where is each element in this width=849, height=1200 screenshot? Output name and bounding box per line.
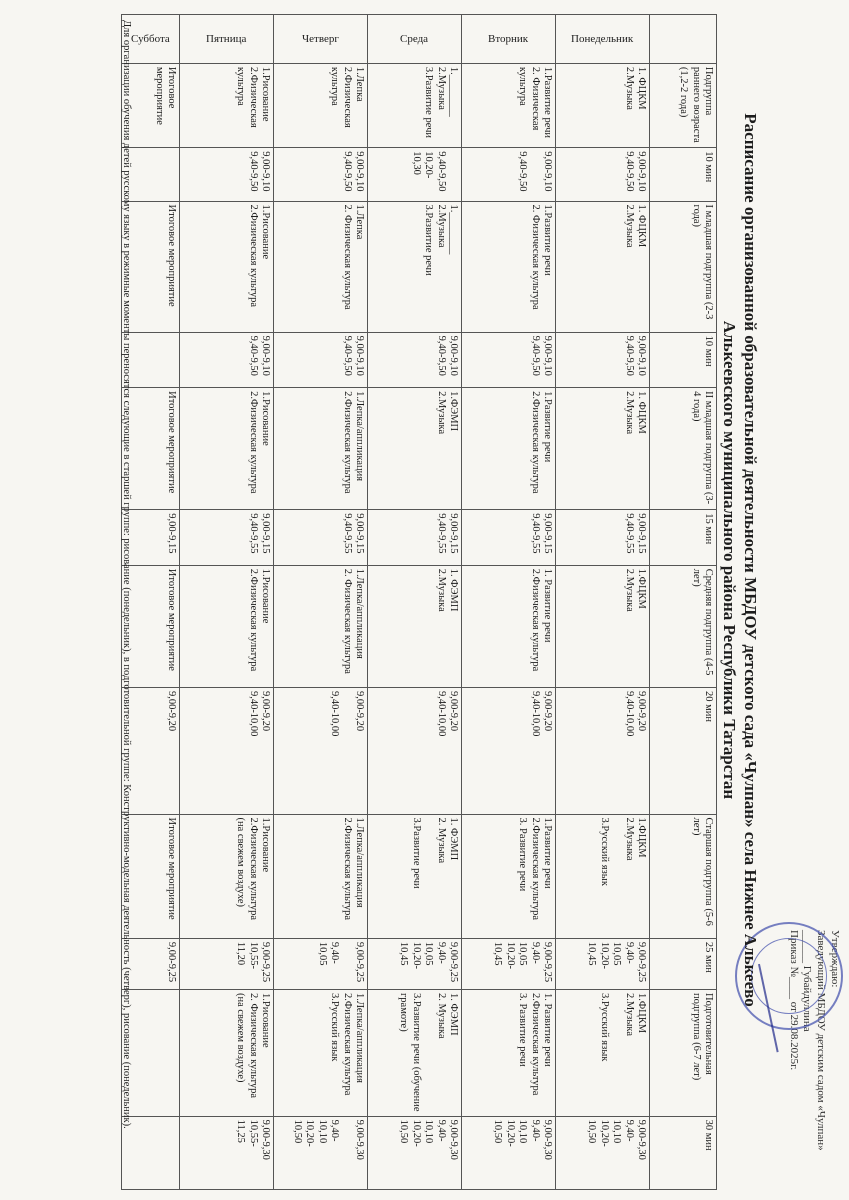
time-cell [556,1116,650,1189]
time-cell [274,510,368,566]
cell-text: 1. Развитие речи 2.Физическая культура 3. Развитие речи [517,992,553,1096]
cell-text: 9,00-9,25 9,40- 10,05 [316,941,365,983]
cell-text: 9,00-9,30 10,55- 11,25 [235,1119,271,1160]
schedule-table [121,14,717,1190]
cell-text: 9,00-9,10 9,40-9,50 [435,335,459,376]
cell-text: 9,00-9,20 9,40-10,00 [529,690,553,737]
cell-text: 9,00-9,15 [166,513,177,554]
table-row [556,15,650,1190]
day-label: Пятница [180,15,274,64]
time-cell [180,148,274,201]
activity-cell [368,388,462,510]
day-label: Четверг [274,15,368,64]
cell-text: 1.________ 2.Музыка 3.Развитие речи [423,66,459,139]
time-cell [368,1116,462,1189]
column-header: Старшая подгруппа (5-6 лет) [650,814,717,938]
cell-text: 1.Развитие речи 2. Физическая культура [517,66,553,139]
activity-cell [180,565,274,687]
column-header: Средняя подгруппа (4-5 лет) [650,565,717,687]
cell-text: 1.Рисование 2.Физическая культура [247,568,271,672]
column-header: 20 мин [650,687,717,814]
activity-cell [180,201,274,332]
cell-text: 9,00-9,15 9,40-9,55 [529,513,553,554]
cell-text: 1.Рисование 2.Физическая культура (на свежем воздухе) [235,817,271,920]
activity-cell [462,388,556,510]
cell-text: 1.Лепка/аппликация 2.Физическая культура 3.Русский язык [329,992,365,1096]
column-header: I младшая подгруппа (2-3 года) [650,201,717,332]
time-cell [462,938,556,989]
activity-cell [274,201,368,332]
time-cell [462,332,556,388]
cell-text: 9,00-9,20 9,40-10,00 [623,690,647,737]
page-title [719,70,762,1050]
cell-text: 9,00-9,15 9,40-9,55 [341,513,365,554]
time-cell [274,148,368,201]
activity-cell [462,814,556,938]
column-header: 30 мин [650,1116,717,1189]
activity-cell [556,814,650,938]
activity-cell [274,814,368,938]
cell-text: 1.ФЭМП 2.Музыка [435,391,459,435]
activity-cell [462,201,556,332]
cell-text: 9,00-9,15 9,40-9,55 [247,513,271,554]
time-cell [180,938,274,989]
cell-text: 1.Лепка/аппликация 2.Физическая культура [341,817,365,920]
approval-line: Приказ №____ от 29.08.2025г. [787,930,800,1071]
table-row [180,15,274,1190]
activity-cell [368,989,462,1116]
cell-text: 9,00-9,10 9,40-9,50 [529,335,553,376]
cell-text: 9,00-9,10 9,40-9,50 [623,151,647,192]
cell-text: 9,00-9,10 9,40-9,50 [341,335,365,376]
day-label: Вторник [462,15,556,64]
activity-cell [556,388,650,510]
cell-text: 1.Лепка/аппликация 2. Физическая культура [341,568,365,674]
cell-text: 9,00-9,25 9,40- 10,05 10,20- 10,45 [398,941,459,983]
cell-text: 9,00-9,25 9,40- 10,05 10,20- 10,45 [586,941,647,983]
table-row [368,15,462,1190]
cell-text: 1. ФЦКМ 2.Музыка [623,391,647,435]
time-cell [368,938,462,989]
day-label: Понедельник [556,15,650,64]
time-cell [462,1116,556,1189]
cell-text: 1.Лепка/аппликация 2.Физическая культура [341,391,365,494]
title-line-2: Алькеевского муниципального района Республики Татарстан [719,320,739,800]
activity-cell [274,63,368,147]
column-header: 10 мин [650,332,717,388]
time-cell [368,148,462,201]
time-cell [274,332,368,388]
approval-line: ______ Губайдуллина [801,930,814,1032]
activity-cell [556,201,650,332]
cell-text: 9,00-9,20 9,40-10,00 [329,690,365,737]
cell-text: 9,00-9,20 9,40-10,00 [247,690,271,737]
cell-text: 9,00-9,10 9,40-9,50 [247,151,271,192]
cell-text: 1.Развитие речи 2. Физическая культура [529,204,553,310]
approval-line: Заведующий МБДОУ детским садом «Чулпан» [815,930,828,1151]
activity-cell [274,388,368,510]
activity-cell [462,989,556,1116]
approval-line: Утверждаю: [829,930,841,988]
activity-cell [556,565,650,687]
cell-text: 1.Рисование 2. Физическая культура (на свежем воздухе) [235,992,271,1099]
cell-text: 1. Развитие речи 2.Физическая культура [529,568,553,672]
day-label: Среда [368,15,462,64]
cell-text: 9,40-9,50 10,20- 10,30 [410,151,447,192]
table-row [274,15,368,1190]
time-cell [180,332,274,388]
activity-cell [462,63,556,147]
column-header: 25 мин [650,938,717,989]
footnote: Для организации обучения детей русскому языку в режимные моменты переносятся следующие в старшей группе: рисование (понедельник), в подготовительной группе: Конструктивно-модельная деятельность (четверг), рисование (понедельник). [121,20,132,1129]
cell-text: 1.Развитие речи 2.Физическая культура 3. Развитие речи [517,817,553,920]
activity-cell [180,388,274,510]
header-row [650,15,717,1190]
cell-text: 9,00-9,10 9,40-9,50 [517,151,553,192]
activity-cell [180,814,274,938]
cell-text: 9,00-9,10 9,40-9,50 [341,151,365,192]
time-cell [462,687,556,814]
cell-text: 1. ФЭМП 2. Музыка 3.Развитие речи [410,817,459,889]
activity-cell [274,565,368,687]
time-cell [274,687,368,814]
cell-text: 1. ФЭМП 2.Музыка [435,568,459,612]
cell-text: 9,00-9,30 9,40- 10,10 10,20- 10,50 [292,1119,365,1160]
activity-cell [556,989,650,1116]
column-header: Подготовительная подгруппа (6-7 лет) [650,989,717,1116]
schedule-body [122,15,650,1190]
cell-text: 1.Лепка 2. Физическая культура [341,204,365,310]
cell-text: 1.Рисование 2.Физическая культура [235,66,271,128]
cell-text: Итоговое мероприятие [166,817,177,920]
time-cell [180,1116,274,1189]
cell-text: 9,00-9,30 9,40- 10,10 10,20- 10,50 [492,1119,553,1160]
cell-text: 1.ФЦКМ 2.Музыка 3.Русский язык [598,992,647,1062]
cell-text: 9,00-9,30 9,40- 10,10 10,20- 10,50 [586,1119,647,1160]
time-cell [556,148,650,201]
cell-text: 1.Рисование 2.Физическая культура [247,204,271,308]
cell-text: 9,00-9,15 9,40-9,55 [623,513,647,554]
time-cell [368,510,462,566]
time-cell [180,510,274,566]
time-cell [556,938,650,989]
cell-text: 1.ФЦКМ 2.Музыка 3.Русский язык [598,817,647,886]
time-cell [462,510,556,566]
cell-text: 9,00-9,20 9,40-10,00 [435,690,459,737]
cell-text: 1.Рисование 2.Физическая культура [247,391,271,494]
activity-cell [180,63,274,147]
column-header: II младшая подгруппа (3-4 года) [650,388,717,510]
time-cell [462,148,556,201]
time-cell [556,510,650,566]
column-header: 10 мин [650,148,717,201]
column-header: 15 мин [650,510,717,566]
cell-text: 9,00-9,25 10,55- 11,20 [235,941,271,983]
cell-text: Итоговое мероприятие [166,391,177,494]
cell-text: Итоговое мероприятие [153,66,177,125]
cell-text: Итоговое мероприятие [166,568,177,671]
time-cell [368,332,462,388]
activity-cell [274,989,368,1116]
cell-text: 9,00-9,30 9,40- 10,10 10,20- 10,50 [398,1119,459,1160]
table-row [462,15,556,1190]
activity-cell [368,565,462,687]
activity-cell [556,63,650,147]
time-cell [274,1116,368,1189]
column-header [650,15,717,64]
cell-text: 9,00-9,15 9,40-9,55 [435,513,459,554]
time-cell [180,687,274,814]
cell-text: 9,00-9,20 [166,690,177,732]
cell-text: 1.Развитие речи 2.Физическая культура [529,391,553,494]
cell-text: 9,00-9,10 9,40-9,50 [623,335,647,376]
activity-cell [368,201,462,332]
cell-text: 1.Лепка 2.Физическая культура [329,66,365,128]
column-header: Подгруппа раннего возраста (1,2-2 года) [650,63,717,147]
activity-cell [368,814,462,938]
cell-text: 9,00-9,10 9,40-9,50 [247,335,271,376]
activity-cell [368,63,462,147]
cell-text: 1. ФЭМП 2. Музыка 3.Развитие речи (обучение грамоте) [398,992,459,1112]
time-cell [556,332,650,388]
cell-text: 1.ФЦКМ 2.Музыка [623,568,647,612]
cell-text: Итоговое мероприятие [166,204,177,307]
cell-text: 9,00-9,25 [166,941,177,983]
time-cell [556,687,650,814]
title-line-1: Расписание организованной образовательной деятельности МБДОУ детского сада «Чулпан» села Нижнее Алькеево [741,113,760,1007]
cell-text: 9,00-9,25 9,40- 10,05 10,20- 10,45 [492,941,553,983]
time-cell [368,687,462,814]
activity-cell [462,565,556,687]
cell-text: 1. ФЦКМ 2.Музыка [623,204,647,248]
cell-text: 1. ФЦКМ 2.Музыка [623,66,647,110]
activity-cell [180,989,274,1116]
cell-text: 1.________ 2.Музыка 3.Развитие речи [423,204,459,276]
time-cell [274,938,368,989]
day-label: Суббота [122,15,180,64]
